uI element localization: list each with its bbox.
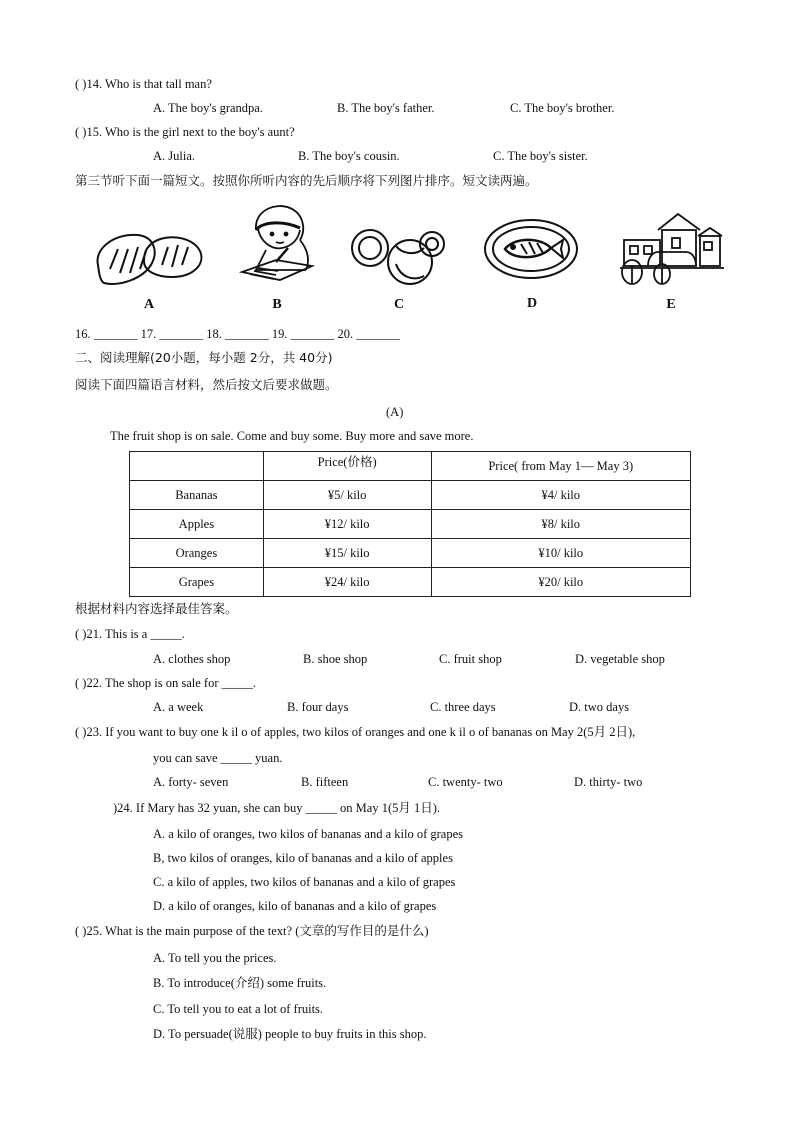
- table-cell: ¥12/ kilo: [263, 510, 431, 539]
- section3-instruction: 第三节听下面一篇短文。按照你所听内容的先后顺序将下列图片排序。短文读两遍。: [75, 173, 538, 188]
- price-table: [129, 451, 691, 597]
- passage-label: (A): [386, 405, 404, 419]
- coconuts-icon: [350, 224, 448, 288]
- q22-option-a: A. a week: [153, 700, 204, 714]
- question-15-stem: ( )15. Who is the girl next to the boy's aunt?: [75, 125, 295, 139]
- table-cell: ¥8/ kilo: [431, 510, 691, 539]
- q25-option-a: A. To tell you the prices.: [153, 951, 277, 965]
- q14-option-b: B. The boy's father.: [337, 101, 435, 115]
- table-row: [130, 510, 691, 539]
- q14-option-c: C. The boy's brother.: [510, 101, 615, 115]
- table-cell: ¥10/ kilo: [431, 539, 691, 568]
- table-row: [130, 539, 691, 568]
- table-cell: Bananas: [130, 481, 264, 510]
- q22-option-c: C. three days: [430, 700, 496, 714]
- q24-option-d: D. a kilo of oranges, kilo of bananas and a kilo of grapes: [153, 899, 437, 913]
- table-cell: Grapes: [130, 568, 264, 597]
- q21-option-d: D. vegetable shop: [575, 652, 665, 666]
- q14-option-a: A. The boy's grandpa.: [153, 101, 263, 115]
- answer-blanks-16-20: 16. _______ 17. _______ 18. _______ 19. _______ 20. _______: [75, 327, 400, 341]
- question-22-stem: ( )22. The shop is on sale for _____.: [75, 676, 256, 690]
- table-row: [130, 481, 691, 510]
- q23-option-b: B. fifteen: [301, 775, 349, 789]
- q23-option-a: A. forty- seven: [153, 775, 229, 789]
- question-21-stem: ( )21. This is a _____.: [75, 627, 185, 641]
- table-header-cell: [130, 452, 264, 481]
- table-cell: ¥24/ kilo: [263, 568, 431, 597]
- question-23-stem-continued: you can save _____ yuan.: [153, 751, 283, 765]
- reading-heading: 二、阅读理解(20小题，每小题 2分，共 40分): [75, 350, 333, 365]
- picture-label-b: B: [272, 297, 282, 312]
- q24-option-c: C. a kilo of apples, two kilos of bananas and a kilo of grapes: [153, 875, 456, 889]
- q15-option-c: C. The boy's sister.: [493, 149, 588, 163]
- table-cell: Apples: [130, 510, 264, 539]
- table-cell: ¥15/ kilo: [263, 539, 431, 568]
- question-24-stem: )24. If Mary has 32 yuan, she can buy _____ on May 1(5月 1日).: [113, 801, 441, 815]
- picture-label-e: E: [666, 297, 676, 312]
- picture-label-d: D: [526, 296, 538, 311]
- table-header-cell: Price( from May 1— May 3): [431, 452, 691, 481]
- reading-instruction: 阅读下面四篇语言材料，然后按文后要求做题。: [75, 377, 338, 392]
- q21-option-a: A. clothes shop: [153, 652, 231, 666]
- q22-option-d: D. two days: [569, 700, 630, 714]
- q23-option-d: D. thirty- two: [574, 775, 643, 789]
- table-cell: ¥20/ kilo: [431, 568, 691, 597]
- question-25-stem: ( )25. What is the main purpose of the text? (文章的写作目的是什么): [75, 924, 429, 938]
- table-header-cell: Price(价格): [263, 452, 431, 481]
- fish-plate-icon: [483, 218, 579, 280]
- q24-option-a: A. a kilo of oranges, two kilos of bananas and a kilo of grapes: [153, 827, 463, 841]
- house-icon: [618, 208, 726, 288]
- passage-intro: The fruit shop is on sale. Come and buy some. Buy more and save more.: [110, 429, 474, 443]
- q22-option-b: B. four days: [287, 700, 349, 714]
- q24-option-b: B, two kilos of oranges, kilo of bananas and a kilo of apples: [153, 851, 453, 865]
- q25-option-c: C. To tell you to eat a lot of fruits.: [153, 1002, 324, 1016]
- girl-writing-icon: [236, 200, 316, 288]
- table-header-row: [130, 452, 691, 481]
- table-cell: ¥4/ kilo: [431, 481, 691, 510]
- table-cell: Oranges: [130, 539, 264, 568]
- question-23-stem: ( )23. If you want to buy one k il o of apples, two kilos of oranges and one k il o of bananas on May 2(5月 2日),: [75, 725, 636, 739]
- table-row: [130, 568, 691, 597]
- q25-option-b: B. To introduce(介绍) some fruits.: [153, 976, 327, 990]
- q15-option-a: A. Julia.: [153, 149, 196, 163]
- choose-instruction: 根据材料内容选择最佳答案。: [75, 601, 238, 616]
- table-cell: ¥5/ kilo: [263, 481, 431, 510]
- question-14-stem: ( )14. Who is that tall man?: [75, 77, 212, 91]
- picture-label-c: C: [393, 297, 405, 312]
- picture-label-a: A: [143, 297, 155, 312]
- q21-option-c: C. fruit shop: [439, 652, 502, 666]
- bread-icon: [92, 225, 204, 289]
- q15-option-b: B. The boy's cousin.: [298, 149, 400, 163]
- q21-option-b: B. shoe shop: [303, 652, 368, 666]
- q23-option-c: C. twenty- two: [428, 775, 503, 789]
- q25-option-d: D. To persuade(说服) people to buy fruits in this shop.: [153, 1027, 427, 1041]
